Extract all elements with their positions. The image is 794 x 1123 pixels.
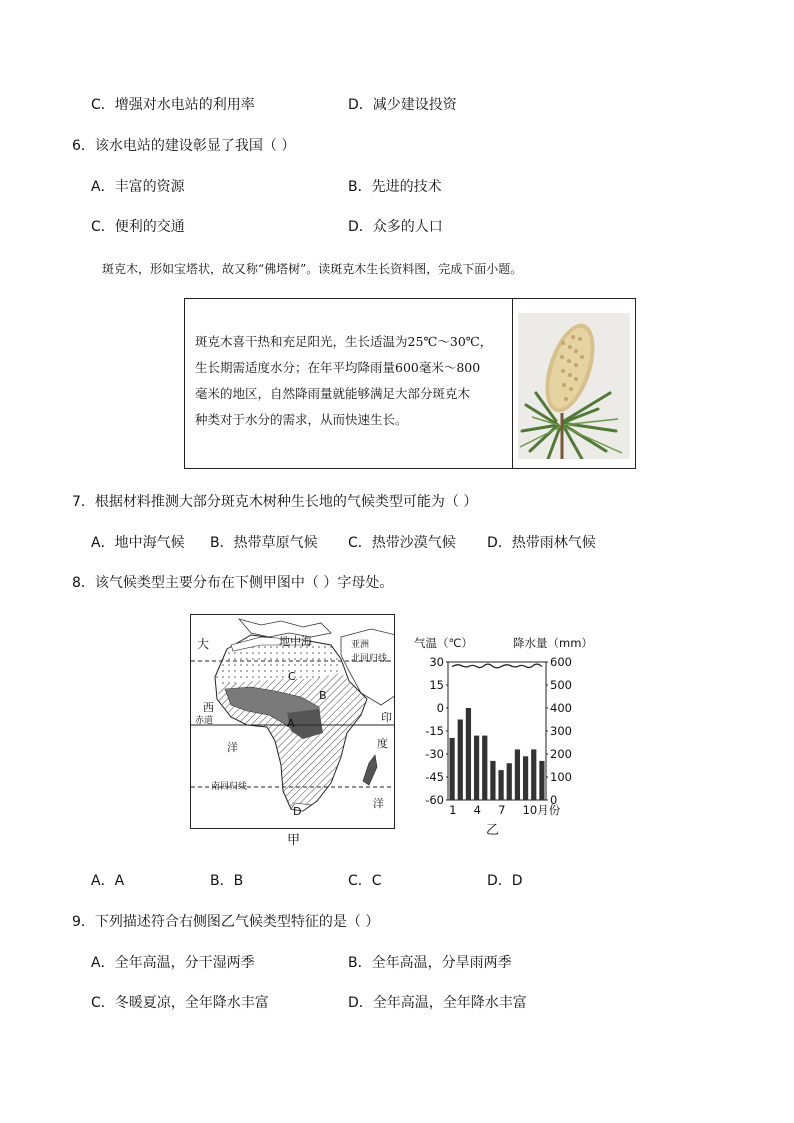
chart-caption: 乙 [486, 823, 500, 838]
chart-left-tick-label: -60 [425, 793, 444, 807]
chart-right-tick-label: 0 [550, 793, 558, 807]
chart-left-tick-label: -15 [425, 724, 444, 738]
map-label-yin: 印 [381, 711, 392, 724]
q6-stem: 6．该水电站的建设彰显了我国（ ） [72, 138, 296, 154]
chart-left-tick-label: 15 [429, 678, 444, 692]
q7-option-c: C．热带沙漠气候 [348, 535, 456, 551]
q9-option-a: A．全年高温，分干湿两季 [91, 955, 255, 971]
precip-bar [474, 736, 479, 800]
precip-bar [531, 749, 536, 800]
chart-left-tick-label: -30 [425, 747, 444, 761]
precip-bar [498, 770, 503, 800]
precip-bar [539, 761, 544, 800]
q8-option-a: A．A [91, 873, 125, 889]
map-label-equator: 赤道 [195, 716, 214, 726]
q9-option-c: C．冬暖夏凉，全年降水丰富 [91, 995, 269, 1011]
precip-bar [449, 738, 454, 800]
climate-chart [410, 630, 600, 845]
map-label-a: A [287, 717, 295, 730]
material-line: 斑克木喜干热和充足阳光，生长适温为25℃～30℃， [195, 334, 493, 349]
q5-option-c: C．增强对水电站的利用率 [91, 97, 255, 113]
q8-stem: 8．该气候类型主要分布在下侧甲图中（ ）字母处。 [72, 575, 394, 591]
q6-option-c: C．便利的交通 [91, 219, 185, 235]
q5-option-d: D．减少建设投资 [348, 97, 457, 113]
banksia-flower-illustration [518, 313, 630, 459]
material-text [195, 329, 500, 433]
material-intro: 斑克木，形如宝塔状，故又称“佛塔树”。读斑克木生长资料图，完成下面小题。 [102, 262, 523, 276]
map-label-atlantic-da: 大 [197, 637, 210, 651]
precip-bar [515, 749, 520, 800]
precip-bar [482, 736, 487, 800]
q7-option-a: A．地中海气候 [91, 535, 185, 551]
q8-option-b: B．B [210, 873, 244, 889]
chart-ylabel-left: 气温（℃） [414, 636, 473, 650]
map-caption: 甲 [287, 833, 301, 848]
map-label-mediterranean: 地中海 [279, 635, 312, 648]
precip-bar [507, 763, 512, 800]
banksia-photo [518, 313, 630, 459]
map-label-c: C [288, 670, 296, 683]
map-label-yang-right: 洋 [373, 797, 384, 810]
precip-bar [490, 761, 495, 800]
q6-option-a: A．丰富的资源 [91, 179, 185, 195]
map-label-b: B [319, 689, 327, 702]
chart-left-tick-label: -45 [425, 770, 444, 784]
chart-x-tick-label: 10月份 [522, 803, 561, 817]
material-box [184, 298, 636, 469]
chart-right-tick-label: 100 [550, 770, 572, 784]
map-label-asia: 亚洲 [351, 640, 370, 650]
q6-option-d: D．众多的人口 [348, 219, 443, 235]
chart-x-tick-label: 7 [498, 803, 506, 817]
material-line: 生长期需适度水分；在年平均降雨量600毫米～800 [195, 360, 481, 375]
chart-right-tick-label: 400 [550, 701, 572, 715]
q6-option-b: B．先进的技术 [348, 179, 442, 195]
material-line: 毫米的地区，自然降雨量就能够满足大部分斑克木 [195, 386, 471, 401]
q9-stem: 9．下列描述符合右侧图乙气候类型特征的是（ ） [72, 914, 380, 930]
q8-option-c: C．C [348, 873, 382, 889]
chart-right-tick-label: 600 [550, 655, 572, 669]
precip-bar [466, 708, 471, 800]
map-label-xi: 西 [203, 701, 214, 714]
material-line: 种类对于水分的需求，从而快速生长。 [195, 412, 408, 427]
chart-left-tick-label: 30 [429, 655, 444, 669]
map-label-yang-left: 洋 [227, 741, 238, 754]
chart-x-tick-label: 1 [449, 803, 457, 817]
chart-right-tick-label: 300 [550, 724, 572, 738]
precip-bar [458, 720, 463, 801]
q7-option-d: D．热带雨林气候 [487, 535, 596, 551]
chart-right-tick-label: 200 [550, 747, 572, 761]
temperature-line [452, 664, 542, 668]
chart-ylabel-right: 降水量（mm） [513, 636, 593, 650]
box-divider [512, 299, 513, 468]
q9-option-b: B．全年高温，分旱雨两季 [348, 955, 512, 971]
q8-option-d: D．D [487, 873, 523, 889]
precip-bar [523, 756, 528, 800]
map-label-tropic-of-cancer: 北回归线 [351, 654, 388, 664]
q9-option-d: D．全年高温，全年降水丰富 [348, 995, 527, 1011]
chart-left-tick-label: 0 [436, 701, 444, 715]
chart-right-tick-label: 500 [550, 678, 572, 692]
africa-map [190, 614, 395, 829]
q7-option-b: B．热带草原气候 [210, 535, 318, 551]
q7-stem: 7．根据材料推测大部分斑克木树种生长地的气候类型可能为（ ） [72, 494, 478, 510]
map-label-d: D [293, 805, 302, 818]
map-label-tropic-of-capricorn: 南回归线 [211, 782, 248, 792]
map-label-du: 度 [377, 737, 388, 750]
chart-x-tick-label: 4 [473, 803, 481, 817]
